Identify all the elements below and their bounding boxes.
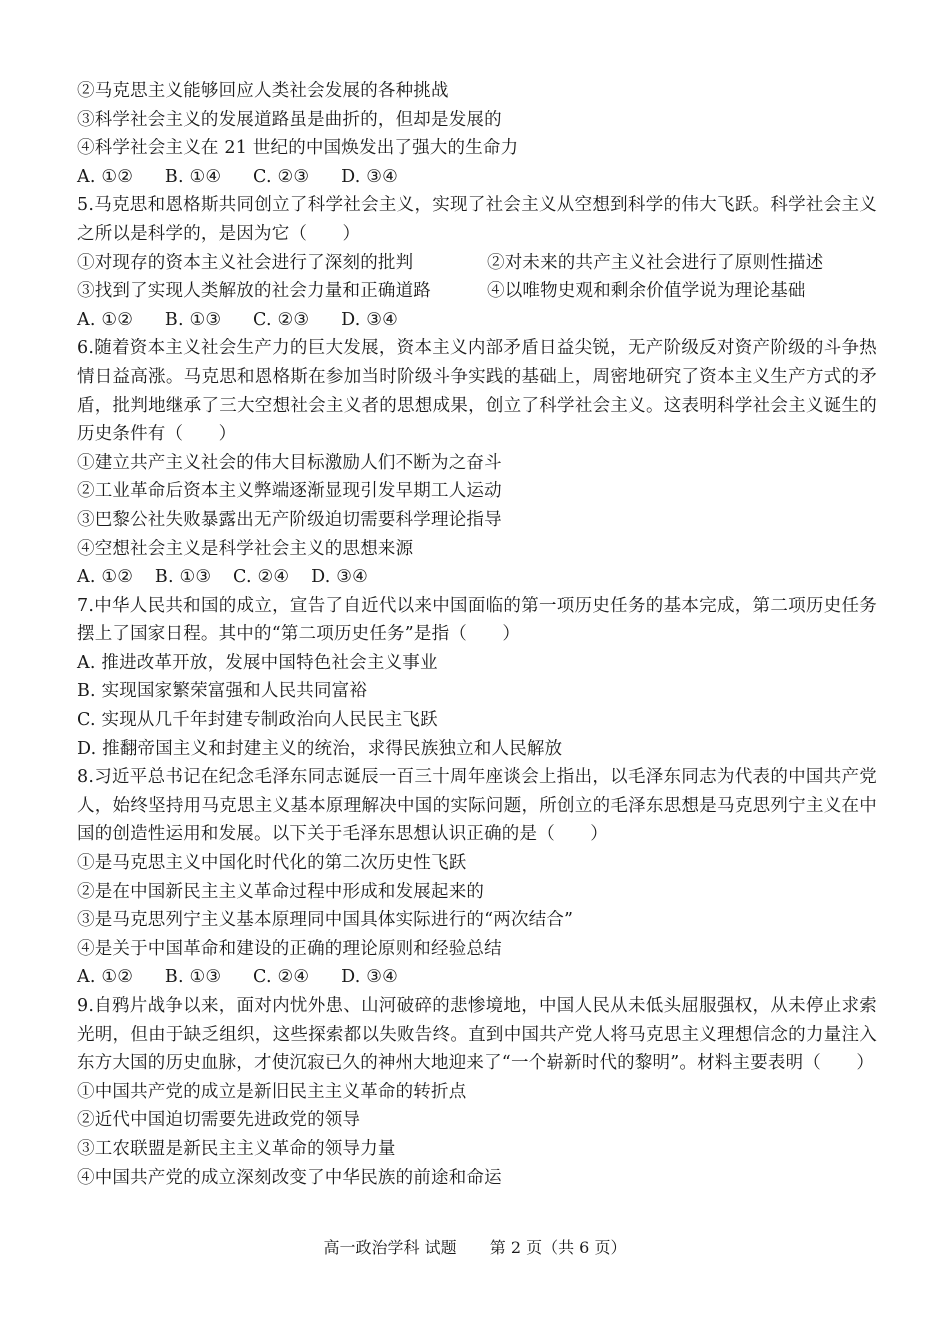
choice-c: C. ②③	[253, 309, 310, 330]
choice-d: D. ③④	[311, 567, 369, 588]
statement: ④中国共产党的成立深刻改变了中华民族的前途和命运	[77, 1167, 502, 1188]
exam-page	[77, 77, 877, 1192]
choice-b: B. ①④	[164, 166, 222, 187]
choice-c: C. ②③	[253, 166, 310, 187]
answer-choices	[77, 163, 877, 192]
choice-a: A. ①②	[77, 567, 134, 588]
footer-page-number: 第 2 页（共 6 页）	[489, 1238, 627, 1257]
question-stem: 7.中华人民共和国的成立，宣告了自近代以来中国面临的第一项历史任务的基本完成，第二项历史任务摆上了国家日程。其中的“第二项历史任务”是指（ ）	[77, 595, 877, 645]
statement: ①中国共产党的成立是新旧民主主义革命的转折点	[77, 1081, 467, 1102]
answer-choices	[77, 963, 877, 992]
choice-a: A. ①②	[77, 967, 134, 988]
answer-choices	[77, 306, 877, 335]
statement: ④科学社会主义在 21 世纪的中国焕发出了强大的生命力	[77, 138, 519, 159]
choice-d: D. ③④	[341, 166, 399, 187]
question-stem: 6.随着资本主义社会生产力的巨大发展，资本主义内部矛盾日益尖锐，无产阶级反对资产阶级的斗争热情日益高涨。马克思和恩格斯在参加当时阶级斗争实践的基础上，周密地研究了资本主义生产方式的矛盾，批判地继承了三大空想社会主义者的思想成果，创立了科学社会主义。这表明科学社会主义诞生的历史条件有（ ）	[77, 338, 877, 445]
statement: ②是在中国新民主主义革命过程中形成和发展起来的	[77, 881, 485, 902]
question-stem: 8.习近平总书记在纪念毛泽东同志诞辰一百三十周年座谈会上指出，以毛泽东同志为代表的中国共产党人，始终坚持用马克思主义基本原理解决中国的实际问题，所创立的毛泽东思想是马克思列宁主义在中国的创造性运用和发展。以下关于毛泽东思想认识正确的是（ ）	[77, 767, 877, 845]
choice-a: A. ①②	[77, 309, 134, 330]
statement: ①对现存的资本主义社会进行了深刻的批判	[77, 252, 414, 273]
statement: ②工业革命后资本主义弊端逐渐显现引发早期工人运动	[77, 481, 502, 502]
statement: ④是关于中国革命和建设的正确的理论原则和经验总结	[77, 938, 502, 959]
option-b: B. 实现国家繁荣富强和人民共同富裕	[77, 681, 368, 702]
question-stem: 5.马克思和恩格斯共同创立了科学社会主义，实现了社会主义从空想到科学的伟大飞跃。科学社会主义之所以是科学的，是因为它（ ）	[77, 195, 877, 244]
choice-d: D. ③④	[341, 309, 399, 330]
question-6	[77, 334, 877, 591]
option-a: A. 推进改革开放，发展中国特色社会主义事业	[77, 652, 438, 673]
question-7	[77, 592, 877, 764]
option-c: C. 实现从几千年封建专制政治向人民民主飞跃	[77, 710, 438, 731]
answer-choices	[77, 563, 877, 592]
statement-row	[77, 277, 877, 306]
choice-c: C. ②④	[253, 967, 310, 988]
choice-b: B. ①③	[154, 567, 212, 588]
statement-row	[77, 249, 877, 278]
statement: ①是马克思主义中国化时代化的第二次历史性飞跃	[77, 853, 467, 874]
question-5	[77, 191, 877, 334]
question-4-tail	[77, 77, 877, 191]
statement: ②近代中国迫切需要先进政党的领导	[77, 1110, 361, 1131]
choice-b: B. ①③	[164, 967, 222, 988]
statement: ③是马克思列宁主义基本原理同中国具体实际进行的“两次结合”	[77, 910, 574, 931]
page-footer	[0, 1235, 950, 1258]
footer-subject: 高一政治学科 试题	[323, 1238, 457, 1257]
statement: ③科学社会主义的发展道路虽是曲折的，但却是发展的	[77, 109, 502, 130]
statement: ③巴黎公社失败暴露出无产阶级迫切需要科学理论指导	[77, 509, 502, 530]
question-9	[77, 992, 877, 1192]
choice-c: C. ②④	[233, 567, 290, 588]
option-d: D. 推翻帝国主义和封建主义的统治，求得民族独立和人民解放	[77, 738, 563, 759]
statement: ②对未来的共产主义社会进行了原则性描述	[487, 252, 824, 273]
statement: ③工农联盟是新民主主义革命的领导力量	[77, 1138, 396, 1159]
choice-d: D. ③④	[341, 967, 399, 988]
statement: ④以唯物史观和剩余价值学说为理论基础	[487, 281, 806, 302]
choice-a: A. ①②	[77, 166, 134, 187]
question-stem: 9.自鸦片战争以来，面对内忧外患、山河破碎的悲惨境地，中国人民从未低头屈服强权，从未停止求索光明，但由于缺乏组织，这些探索都以失败告终。直到中国共产党人将马克思主义理想信念的力量注入东方大国的历史血脉，才使沉寂已久的神州大地迎来了“一个崭新时代的黎明”。材料主要表明（ ）	[77, 996, 877, 1074]
statement: ②马克思主义能够回应人类社会发展的各种挑战	[77, 81, 449, 101]
choice-b: B. ①③	[164, 309, 222, 330]
statement: ④空想社会主义是科学社会主义的思想来源	[77, 538, 414, 559]
question-8	[77, 763, 877, 992]
statement: ①建立共产主义社会的伟大目标激励人们不断为之奋斗	[77, 452, 502, 473]
statement: ③找到了实现人类解放的社会力量和正确道路	[77, 281, 431, 302]
